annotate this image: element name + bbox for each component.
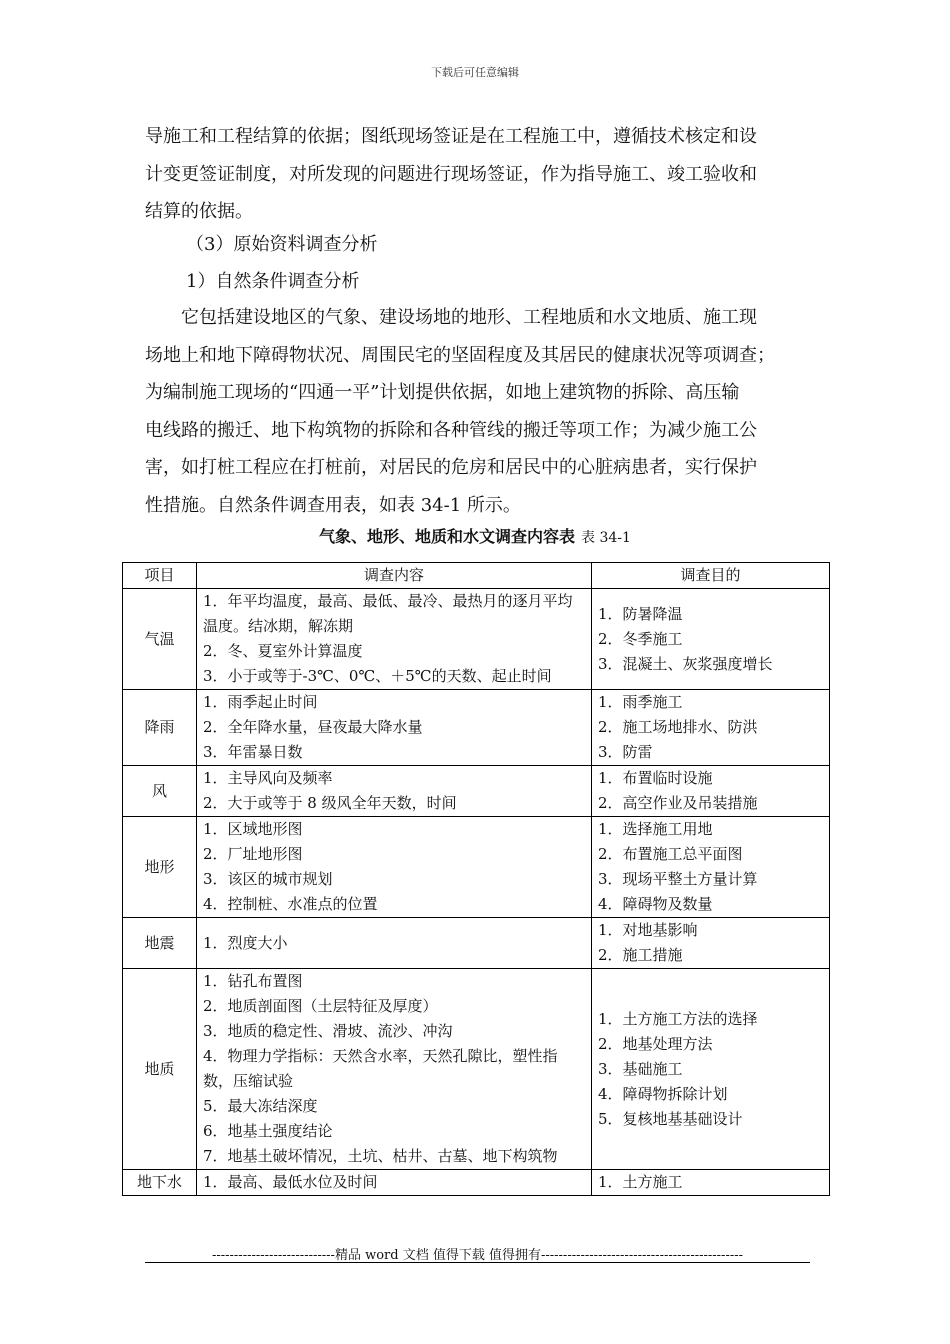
paragraph-natural-conditions xyxy=(145,299,810,524)
content-line: 2．大于或等于 8 级风全年天数，时间 xyxy=(203,794,457,812)
purpose-line: 1．防暑降温 xyxy=(598,604,683,623)
row-content xyxy=(197,918,592,969)
row-purpose xyxy=(592,589,830,690)
row-purpose xyxy=(592,918,830,969)
paragraph-continuation xyxy=(145,118,810,231)
footer-divider xyxy=(145,1262,810,1263)
row-purpose xyxy=(592,690,830,766)
table-caption xyxy=(0,524,950,547)
header-item: 项目 xyxy=(123,563,197,589)
paragraph-line: 场地上和地下障碍物状况、周围民宅的坚固程度及其居民的健康状况等项调查； xyxy=(145,344,775,366)
table-row xyxy=(123,1170,830,1196)
purpose-line: 3．防雷 xyxy=(598,743,653,761)
purpose-line: 1．雨季施工 xyxy=(598,693,683,711)
purpose-line: 2．布置施工总平面图 xyxy=(598,845,743,863)
table-caption-number: 表 34-1 xyxy=(581,530,631,546)
table-row xyxy=(123,918,830,969)
header-content: 调查内容 xyxy=(197,563,592,589)
paragraph-line: 为编制施工现场的“四通一平”计划提供依据，如地上建筑物的拆除、高压输 xyxy=(145,382,740,403)
purpose-line: 3．混凝土、灰浆强度增长 xyxy=(598,654,773,673)
paragraph-line: 计变更签证制度，对所发现的问题进行现场签证，作为指导施工、竣工验收和 xyxy=(145,163,757,185)
purpose-line: 2．地基处理方法 xyxy=(598,1034,713,1053)
content-line: 2．厂址地形图 xyxy=(203,845,303,863)
row-content xyxy=(197,589,592,690)
row-content xyxy=(197,766,592,817)
row-content xyxy=(197,1170,592,1196)
table-row xyxy=(123,589,830,690)
content-line: 4．物理力学指标：天然含水率，天然孔隙比，塑性指数，压缩试验 xyxy=(203,1047,558,1090)
purpose-line: 5．复核地基基础设计 xyxy=(598,1109,743,1128)
content-line: 1．烈度大小 xyxy=(203,933,288,952)
content-line: 2．地质剖面图（土层特征及厚度） xyxy=(203,997,438,1015)
content-line: 4．控制桩、水准点的位置 xyxy=(203,895,378,913)
content-line: 3．年雷暴日数 xyxy=(203,743,303,761)
content-line: 7．地基土破坏情况，土坑、枯井、古墓、地下构筑物 xyxy=(203,1147,558,1165)
paragraph-line: 导施工和工程结算的依据；图纸现场签证是在工程施工中，遵循技术核定和设 xyxy=(145,126,757,147)
content-line: 3．小于或等于-3℃、0℃、＋5℃的天数、起止时间 xyxy=(203,667,552,685)
content-line: 1．最高、最低水位及时间 xyxy=(203,1173,378,1191)
row-purpose xyxy=(592,817,830,918)
table-row xyxy=(123,766,830,817)
row-item: 地震 xyxy=(123,918,197,969)
purpose-line: 2．冬季施工 xyxy=(598,629,683,648)
purpose-line: 3．基础施工 xyxy=(598,1059,683,1078)
table-header-row xyxy=(123,563,830,589)
table-caption-title: 气象、地形、地质和水文调查内容表 xyxy=(319,527,576,546)
content-line: 1．区域地形图 xyxy=(203,820,303,838)
row-item: 风 xyxy=(123,766,197,817)
row-item: 地下水 xyxy=(123,1170,197,1196)
purpose-line: 3．现场平整土方量计算 xyxy=(598,870,758,888)
row-item: 地质 xyxy=(123,969,197,1170)
subsection-heading: 1）自然条件调查分析 xyxy=(186,271,360,292)
content-line: 1．雨季起止时间 xyxy=(203,693,318,711)
header-purpose: 调查目的 xyxy=(592,563,830,589)
content-line: 5．最大冻结深度 xyxy=(203,1097,318,1115)
row-content xyxy=(197,817,592,918)
row-purpose xyxy=(592,969,830,1170)
row-content xyxy=(197,690,592,766)
purpose-line: 2．施工场地排水、防洪 xyxy=(598,718,758,736)
row-purpose xyxy=(592,766,830,817)
row-content xyxy=(197,969,592,1170)
page-footer: ----------------------------精品 word 文档 值得下载 值得拥有---------------------------------------------- xyxy=(211,1248,744,1263)
purpose-line: 2．施工措施 xyxy=(598,946,683,964)
purpose-line: 1．土方施工 xyxy=(598,1173,683,1191)
section-heading: （3）原始资料调查分析 xyxy=(186,234,378,255)
content-line: 2．全年降水量，昼夜最大降水量 xyxy=(203,718,423,736)
table-row xyxy=(123,969,830,1170)
paragraph-line: 性措施。自然条件调查用表，如表 34-1 所示。 xyxy=(145,494,521,516)
paragraph-line: 害，如打桩工程应在打桩前，对居民的危房和居民中的心脏病患者，实行保护 xyxy=(145,457,757,478)
table-row xyxy=(123,817,830,918)
row-item: 降雨 xyxy=(123,690,197,766)
survey-table xyxy=(122,562,830,1196)
content-line: 3．地质的稳定性、滑坡、流沙、冲沟 xyxy=(203,1022,453,1040)
paragraph-line: 它包括建设地区的气象、建设场地的地形、工程地质和水文地质、施工现 xyxy=(181,307,757,328)
purpose-line: 4．障碍物拆除计划 xyxy=(598,1084,728,1103)
row-purpose xyxy=(592,1170,830,1196)
content-line: 1．钻孔布置图 xyxy=(203,972,303,990)
purpose-line: 1．土方施工方法的选择 xyxy=(598,1009,758,1028)
row-item: 地形 xyxy=(123,817,197,918)
purpose-line: 1．选择施工用地 xyxy=(598,820,713,838)
content-line: 1．主导风向及频率 xyxy=(203,769,333,787)
purpose-line: 2．高空作业及吊装措施 xyxy=(598,794,758,812)
content-line: 3．该区的城市规划 xyxy=(203,870,333,888)
page-header: 下载后可任意编辑 xyxy=(431,66,519,79)
purpose-line: 1．布置临时设施 xyxy=(598,769,713,787)
paragraph-line: 结算的依据。 xyxy=(145,201,253,222)
purpose-line: 1．对地基影响 xyxy=(598,921,698,939)
paragraph-line: 电线路的搬迁、地下构筑物的拆除和各种管线的搬迁等项工作；为减少施工公 xyxy=(145,419,757,441)
content-line: 1．年平均温度，最高、最低、最冷、最热月的逐月平均温度。结冰期，解冻期 xyxy=(203,592,573,635)
content-line: 6．地基土强度结论 xyxy=(203,1122,333,1140)
content-line: 2．冬、夏室外计算温度 xyxy=(203,642,363,660)
table-row xyxy=(123,690,830,766)
row-item: 气温 xyxy=(123,589,197,690)
purpose-line: 4．障碍物及数量 xyxy=(598,895,713,913)
